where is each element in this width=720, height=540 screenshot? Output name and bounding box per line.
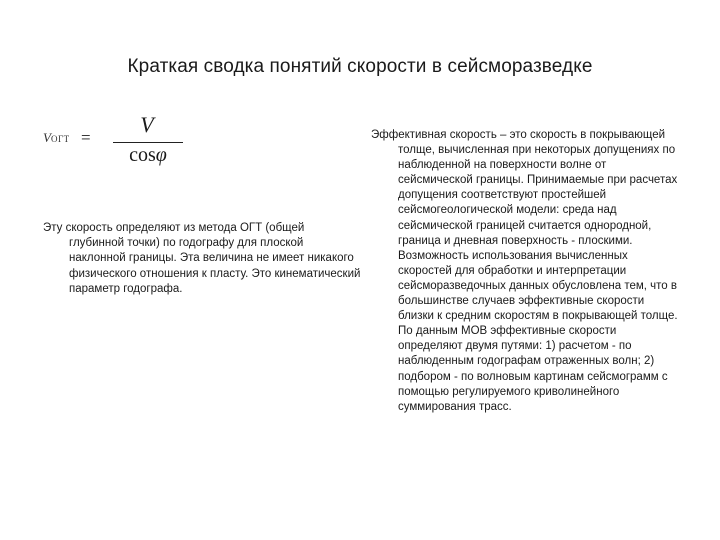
left-paragraph: Эту скорость определяют из метода ОГТ (общей глубинной точки) по годографу для плоской наклонной границы. Эта величина не имеет никакого физического отношения к пласту. Это кинематический параметр годографа. [43,222,361,295]
right-paragraph: Эффективная скорость – это скорость в покрывающей толще, вычисленная при некоторых допущениях по наблюденной на поверхности волне от сейсмической границы. Принимаемые при расчетах допущения соответствуют простейшей сейсмогеологической модели: среда над сейсмической границей считается однородной, граница и дневная поверхность - плоскими. Возможность использования вычисленных скоростей для обработки и интерпретации сейсморазведочных данных обусловлена тем, что в большинстве случаев эффективные скорости близки к средним скоростям в покрывающей толще. По данным МОВ эффективные скорости определяют двумя путями: 1) расчетом - по наблюденным годографам отраженных волн; 2) подбором - по волновым картинам сейсмограмм с помощью регулируемого криволинейного суммирования трасс. [371,129,678,413]
slide-title: Краткая сводка понятий скорости в сейсморазведке [127,56,593,77]
vogt-formula [43,112,167,170]
formula-denominator [113,144,183,167]
formula-denominator-var: φ [155,144,167,166]
formula-lhs-symbol: V [43,130,51,145]
formula-lhs [43,130,70,146]
formula-lhs-subscript: ОГТ [50,134,70,144]
formula-fraction-bar [113,142,183,143]
formula-numerator: V [140,112,154,137]
formula-equals: = [81,128,91,147]
formula-denominator-fn: cos [129,144,156,166]
